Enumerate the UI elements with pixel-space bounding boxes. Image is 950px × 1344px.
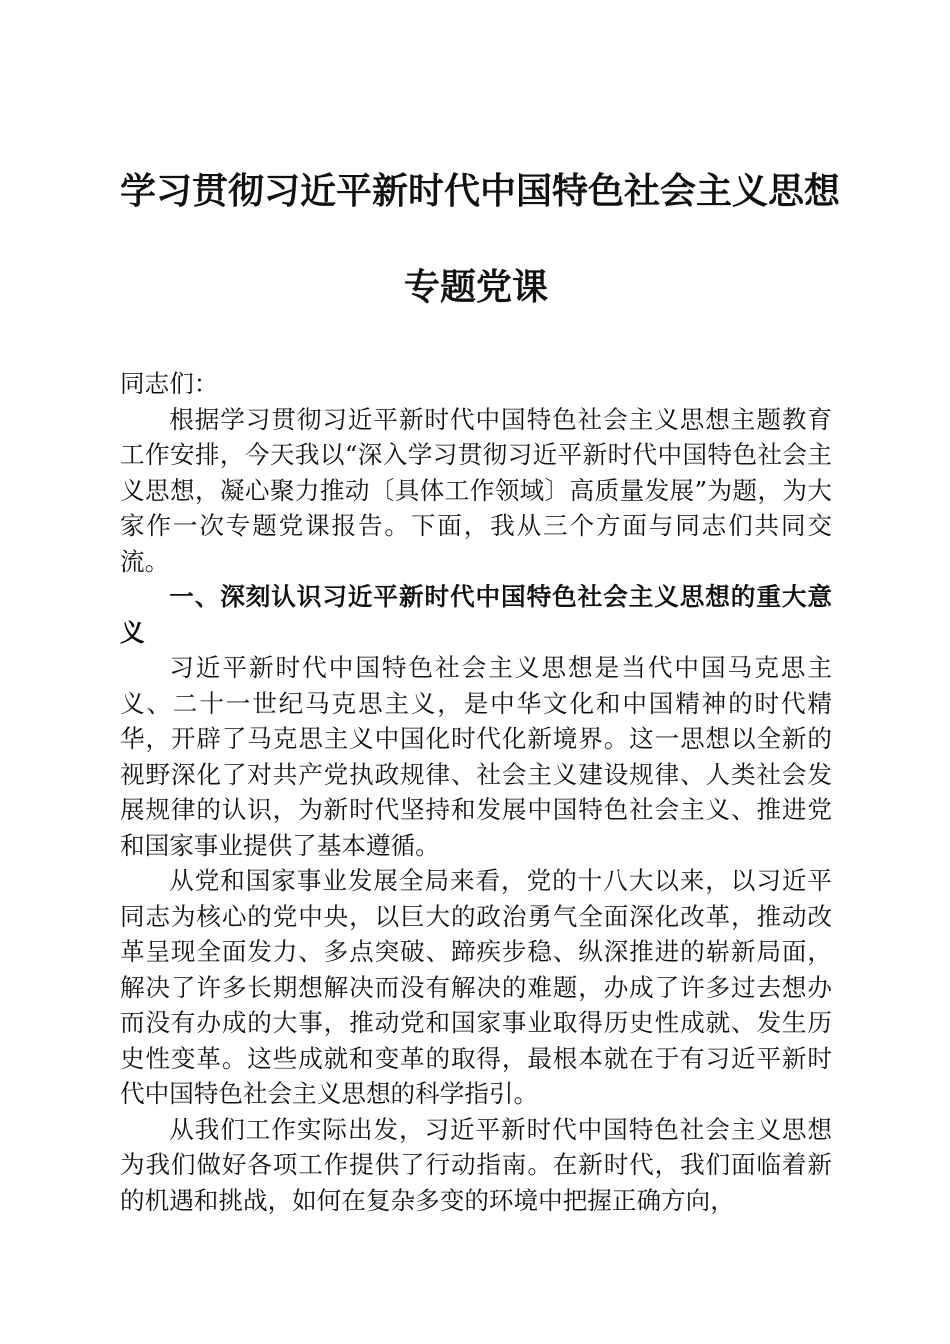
paragraph-overall-view: 从党和国家事业发展全局来看，党的十八大以来，以习近平同志为核心的党中央，以巨大的政治勇气全面深化改革，推动改革呈现全面发力、多点突破、蹄疾步稳、纵深推进的崭新局面，解决了许多长期想解决而没有解决的难题，办成了许多过去想办而没有办成的大事，推动党和国家事业取得历史性成就、发生历史性变革。这些成就和变革的取得，最根本就在于有习近平新时代中国特色社会主义思想的科学指引。 (120, 866, 832, 1108)
paragraph-work-practice: 从我们工作实际出发，习近平新时代中国特色社会主义思想为我们做好各项工作提供了行动指南。在新时代，我们面临着新的机遇和挑战，如何在复杂多变的环境中把握正确方向， (120, 1114, 832, 1215)
document-title-line-1: 学习贯彻习近平新时代中国特色社会主义思想 (120, 171, 841, 212)
paragraph-intro: 根据学习贯彻习近平新时代中国特色社会主义思想主题教育工作安排，今天我以“深入学习贯彻习近平新时代中国特色社会主义思想，凝心聚力推动〔具体工作领域〕高质量发展”为题，为大家作一次专题党课报告。下面，我从三个方面与同志们共同交流。 (120, 404, 832, 576)
document-body (120, 366, 832, 1218)
paragraph-significance: 习近平新时代中国特色社会主义思想是当代中国马克思主义、二十一世纪马克思主义，是中华文化和中国精神的时代精华，开辟了马克思主义中国化时代化新境界。这一思想以全新的视野深化了对共产党执政规律、社会主义建设规律、人类社会发展规律的认识，为新时代坚持和发展中国特色社会主义、推进党和国家事业提供了基本遵循。 (120, 653, 832, 860)
salutation: 同志们： (120, 369, 219, 398)
section-heading-1: 一、深刻认识习近平新时代中国特色社会主义思想的重大意义 (120, 582, 832, 647)
document-title-line-2: 专题党课 (403, 267, 548, 308)
